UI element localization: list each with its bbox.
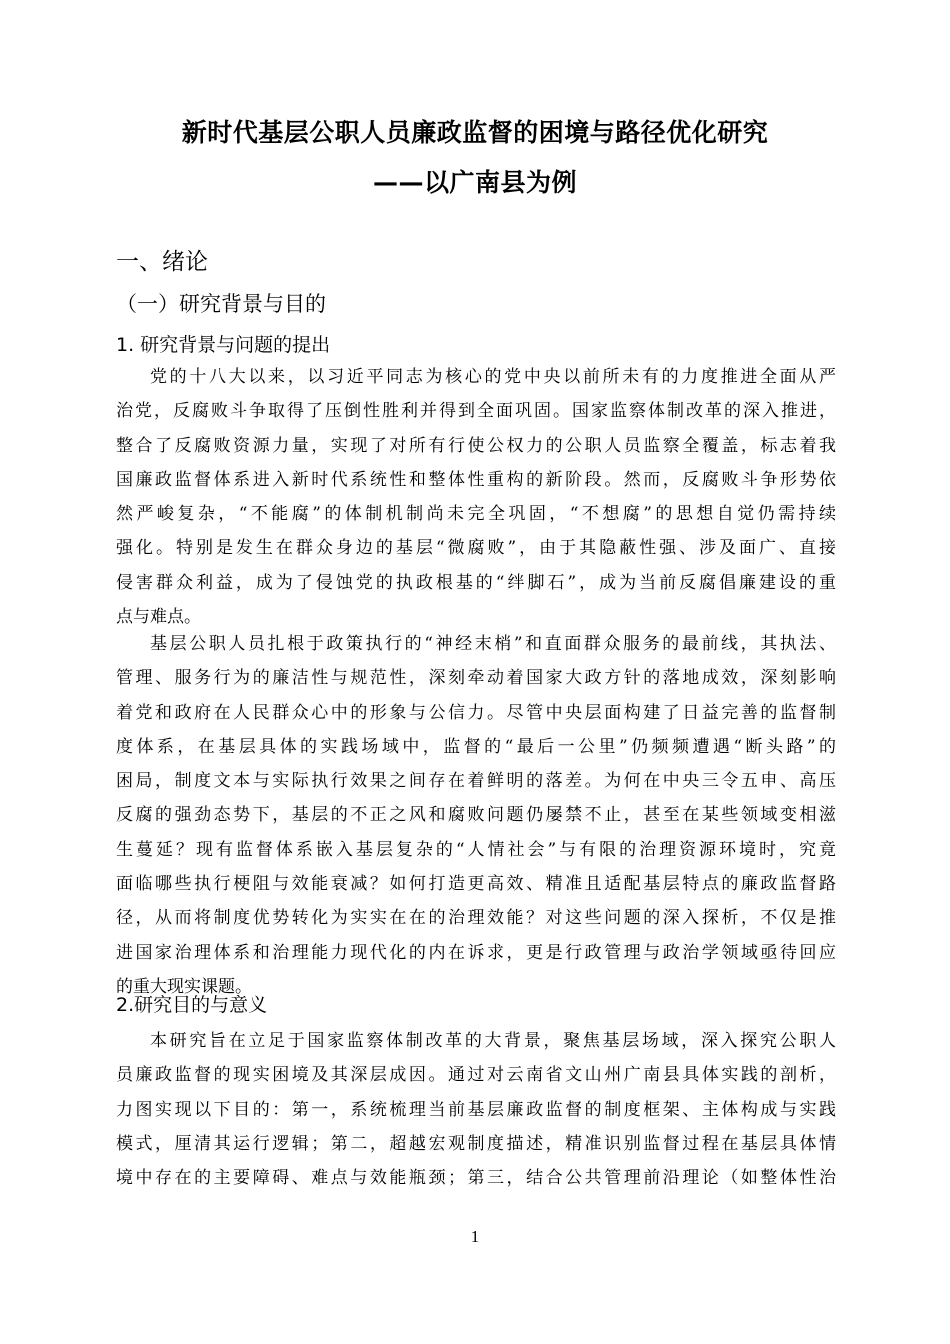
page-number: 1: [470, 1227, 480, 1246]
paragraph-line: 力图实现以下目的：第一，系统梳理当前基层廉政监督的制度框架、主体构成与实践: [116, 1099, 836, 1120]
paragraph-line: 本研究旨在立足于国家监察体制改革的大背景，聚焦基层场域，深入探究公职人: [150, 1031, 836, 1051]
paragraph-line: 治党，反腐败斗争取得了压倒性胜利并得到全面巩固。国家监察体制改革的深入推进，: [116, 401, 836, 422]
paragraph-line: 点与难点。: [116, 607, 201, 628]
paragraph-line: 径，从而将制度优势转化为实实在在的治理效能？对这些问题的深入探析，不仅是推: [116, 908, 836, 929]
paragraph-line: 度体系，在基层具体的实践场域中，监督的“最后一公里”仍频频遭遇“断头路”的: [116, 736, 836, 757]
heading-research-background: 1. 研究背景与问题的提出: [116, 334, 331, 356]
heading-research-purpose: 2.研究目的与意义: [116, 994, 268, 1016]
document-subtitle: ——以广南县为例: [372, 168, 577, 197]
paragraph-line: 面临哪些执行梗阻与效能衰减？如何打造更高效、精准且适配基层特点的廉政监督路: [116, 874, 836, 895]
paragraph-line: 侵害群众利益，成为了侵蚀党的执政根基的“绊脚石”，成为当前反腐倡廉建设的重: [116, 572, 836, 593]
paragraph-line: 整合了反腐败资源力量，实现了对所有行使公权力的公职人员监察全覆盖，标志着我: [116, 435, 836, 456]
paragraph-line: 的重大现实课题。: [116, 976, 252, 997]
document-title: 新时代基层公职人员廉政监督的困境与路径优化研究: [181, 118, 769, 147]
paragraph-purpose: [116, 1024, 836, 1195]
paragraph-line: 进国家治理体系和治理能力现代化的内在诉求，更是行政管理与政治学领域亟待回应: [116, 942, 836, 963]
paragraph-line: 困局，制度文本与实际执行效果之间存在着鲜明的落差。为何在中央三令五申、高压: [116, 771, 836, 792]
paragraph-line: 国廉政监督体系进入新时代系统性和整体性重构的新阶段。然而，反腐败斗争形势依: [116, 469, 836, 490]
paragraph-line: 境中存在的主要障碍、难点与效能瓶颈；第三，结合公共管理前沿理论（如整体性治: [116, 1168, 836, 1189]
paragraph-line: 着党和政府在人民群众心中的形象与公信力。尽管中央层面构建了日益完善的监督制: [116, 702, 836, 723]
subsection-heading: （一）研究背景与目的: [116, 292, 326, 316]
paragraph-line: 管理、服务行为的廉洁性与规范性，深刻牵动着国家大政方针的落地成效，深刻影响: [116, 668, 836, 689]
paragraph-line: 基层公职人员扎根于政策执行的“神经末梢”和直面群众服务的最前线，其执法、: [150, 634, 836, 654]
paragraph-line: 反腐的强劲态势下，基层的不正之风和腐败问题仍屡禁不止，甚至在某些领域变相滋: [116, 805, 836, 826]
paragraph-line: 模式，厘清其运行逻辑；第二，超越宏观制度描述，精准识别监督过程在基层具体情: [116, 1133, 836, 1154]
paragraph-line: 强化。特别是发生在群众身边的基层“微腐败”，由于其隐蔽性强、涉及面广、直接: [116, 538, 836, 559]
paragraph-grassroots: [116, 627, 836, 1004]
section-heading: 一、绪论: [116, 249, 208, 275]
paragraph-line: 党的十八大以来，以习近平同志为核心的党中央以前所未有的力度推进全面从严: [150, 367, 836, 387]
paragraph-line: 生蔓延？现有监督体系嵌入基层复杂的“人情社会”与有限的治理资源环境时，究竟: [116, 839, 836, 860]
paragraph-line: 然严峻复杂，“不能腐”的体制机制尚未完全巩固，“不想腐”的思想自觉仍需持续: [116, 504, 836, 525]
paragraph-background: [116, 360, 836, 634]
paragraph-line: 员廉政监督的现实困境及其深层成因。通过对云南省文山州广南县具体实践的剖析，: [116, 1065, 836, 1086]
